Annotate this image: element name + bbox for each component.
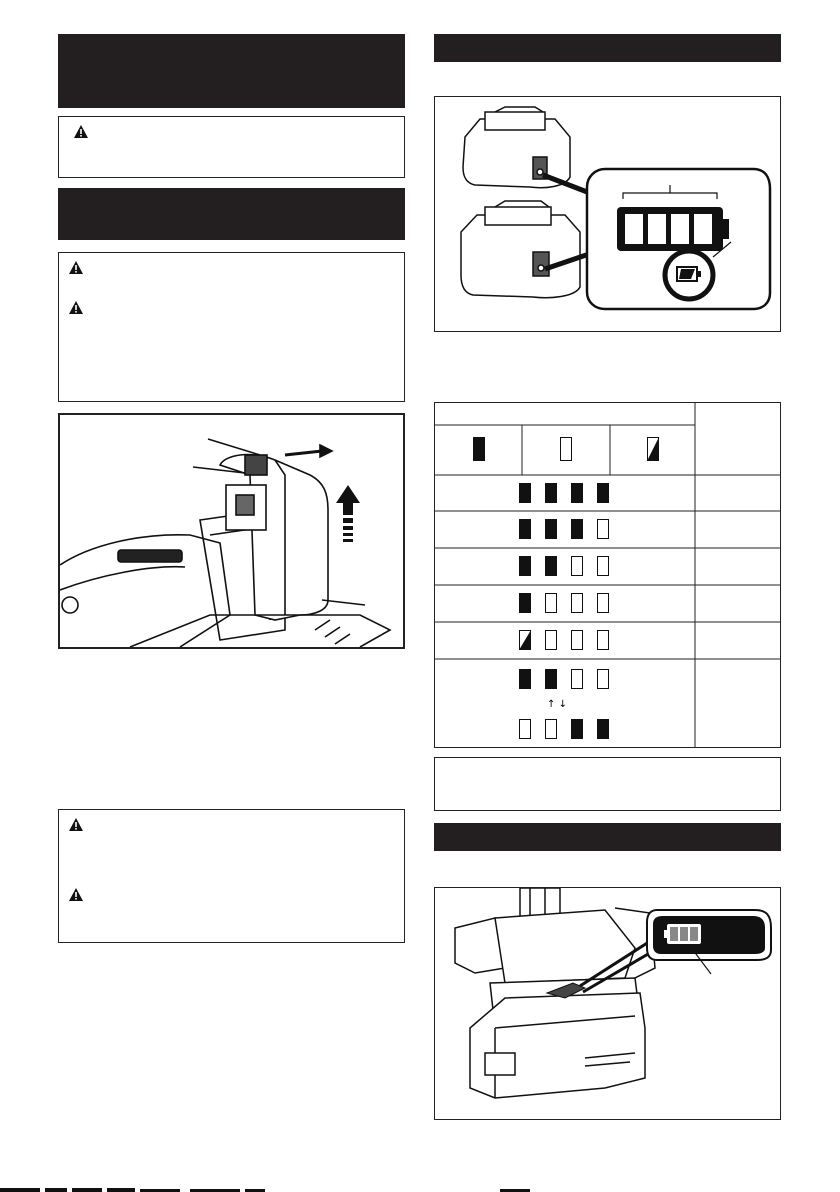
indicator-lamp [571,483,583,503]
battery-removal-illustration [60,415,403,647]
right-bottom-heading-bar [434,823,781,851]
indicator-table-grid [435,403,780,747]
warning-icon [74,125,88,139]
indicator-lamp [545,483,557,503]
indicator-lamp [572,594,583,613]
indicator-lamp [519,669,531,689]
warning-box-1 [58,116,405,178]
battery-cartridge-illustration-frame [434,96,781,332]
warning-box-2 [58,252,405,402]
power-tool-illustration-frame [434,887,781,1120]
indicator-lamp [598,631,609,650]
indicator-lamp [545,556,557,576]
warning-icon [69,301,83,315]
warning-box-3 [58,809,405,943]
indicator-lamp [572,670,583,689]
indicator-lamp [597,719,609,739]
indicator-lamp [519,556,531,576]
transition-arrows: ↑ ↓ [547,699,567,710]
indicator-lamp [520,720,531,739]
indicator-lamp [572,557,583,576]
warning-icon [69,261,83,275]
warning-icon [69,888,83,902]
indicator-table [434,402,781,748]
bottom-footer-strip [0,1184,840,1192]
indicator-lamp [546,631,557,650]
indicator-lamp [598,670,609,689]
indicator-lamp [598,594,609,613]
left-top-heading-bar [58,34,405,108]
indicator-lamp [545,669,557,689]
battery-cartridge-illustration [435,97,780,331]
indicator-lamp [519,483,531,503]
battery-removal-illustration-frame [58,413,405,649]
power-tool-illustration [435,888,780,1119]
indicator-lamp [519,593,531,613]
indicator-lamp [571,719,583,739]
note-box [434,757,781,811]
indicator-lamp [598,557,609,576]
indicator-lamp [572,631,583,650]
indicator-lamp [546,720,557,739]
indicator-lamp [571,519,583,539]
indicator-lamp [598,520,609,539]
right-top-heading-bar [434,34,781,62]
indicator-lamp [545,519,557,539]
header-lamp-lit [473,437,485,461]
warning-icon [69,818,83,832]
indicator-lamp [519,519,531,539]
indicator-lamp [546,594,557,613]
left-second-heading-bar [58,188,405,240]
indicator-lamp [597,483,609,503]
header-lamp-off [561,438,572,461]
